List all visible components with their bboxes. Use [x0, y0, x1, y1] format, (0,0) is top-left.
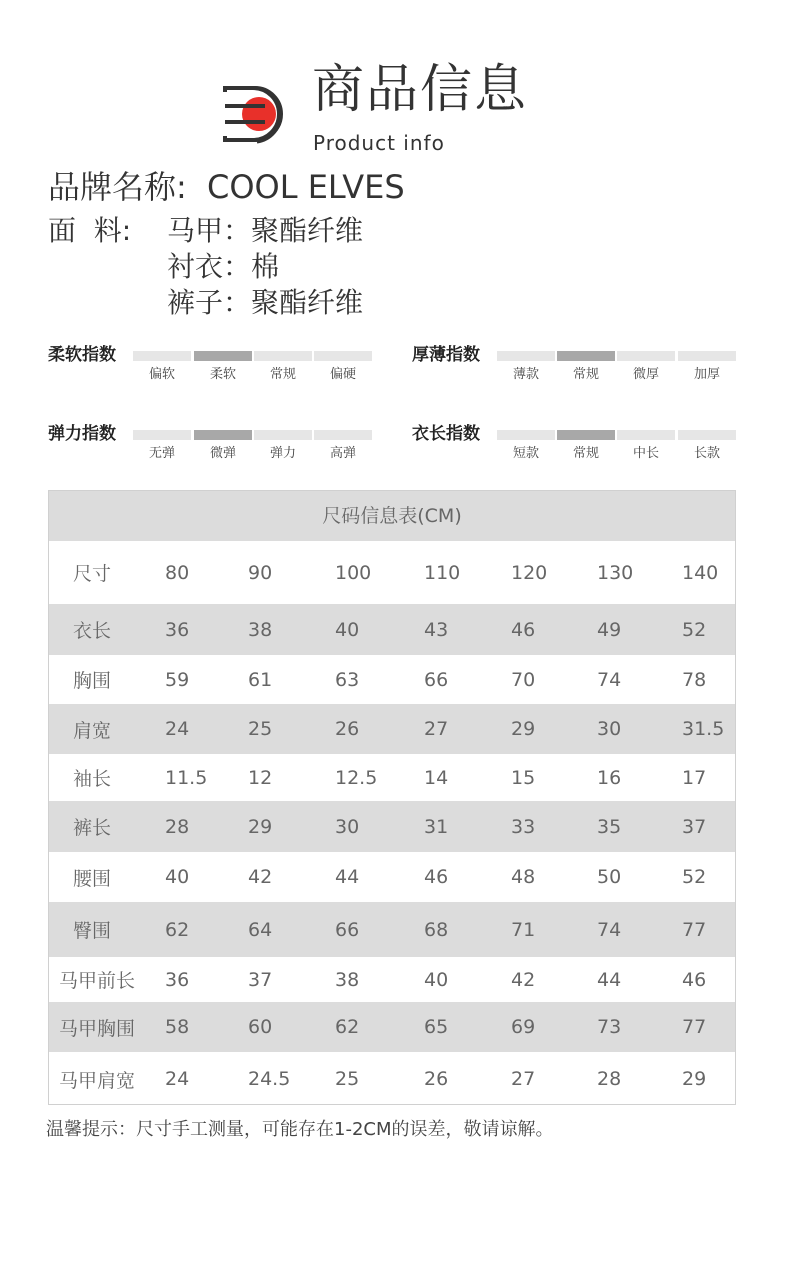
- table-row: [49, 541, 735, 604]
- fabric-shirt: 衬衣：棉: [167, 250, 280, 283]
- table-cell: 48: [511, 866, 536, 888]
- table-cell: 44: [335, 866, 360, 888]
- table-cell: 40: [335, 618, 360, 641]
- brand-value: COOL ELVES: [206, 168, 405, 206]
- thickness-seg-0: [497, 351, 555, 361]
- row-label: 袖长: [72, 768, 111, 790]
- table-cell: 66: [335, 918, 360, 941]
- table-cell: 40: [424, 968, 449, 991]
- elasticity-seg-0: [133, 430, 191, 440]
- table-row: [49, 957, 735, 1002]
- table-cell: 29: [511, 718, 536, 740]
- table-cell: 35: [597, 815, 622, 838]
- fabric-label: 面 料:: [48, 214, 132, 247]
- thickness-index: [412, 343, 742, 393]
- thickness-seg-2: [617, 351, 675, 361]
- table-cell: 120: [511, 561, 548, 584]
- table-cell: 31.5: [682, 718, 725, 740]
- table-cell: 42: [248, 866, 273, 888]
- table-cell: 110: [424, 561, 461, 584]
- length-seg-0: [497, 430, 555, 440]
- table-cell: 40: [165, 866, 190, 888]
- length-option: 长款: [693, 446, 720, 461]
- size-table-title: 尺码信息表(CM): [49, 491, 735, 541]
- softness-index-label: 柔软指数: [48, 345, 116, 365]
- bracket-e-logo-icon: [221, 84, 287, 146]
- elasticity-seg-1-selected: [194, 430, 252, 440]
- thickness-option: 微厚: [632, 367, 659, 382]
- table-cell: 61: [248, 668, 273, 691]
- row-label: 衣长: [72, 620, 111, 642]
- softness-option: 柔软: [209, 367, 236, 382]
- table-cell: 62: [335, 1016, 360, 1038]
- table-cell: 36: [165, 968, 190, 991]
- row-label: 腰围: [72, 867, 111, 890]
- softness-option: 偏硬: [329, 367, 356, 382]
- table-cell: 24.5: [248, 1068, 291, 1090]
- table-cell: 31: [424, 815, 449, 838]
- table-cell: 17: [682, 766, 707, 789]
- softness-index: [48, 343, 378, 393]
- length-seg-1-selected: [557, 430, 615, 440]
- table-cell: 78: [682, 668, 707, 691]
- length-index-label: 衣长指数: [412, 424, 480, 444]
- table-cell: 33: [511, 815, 536, 838]
- table-cell: 24: [165, 1068, 190, 1090]
- table-cell: 42: [511, 968, 536, 991]
- row-label: 胸围: [72, 670, 111, 692]
- table-cell: 69: [511, 1016, 536, 1038]
- page-title: 商品信息: [312, 60, 529, 120]
- length-index: [412, 422, 742, 472]
- thickness-option: 薄款: [512, 367, 539, 382]
- table-cell: 12: [248, 766, 273, 789]
- thickness-option: 常规: [572, 367, 599, 382]
- table-cell: 30: [597, 718, 622, 740]
- row-label: 马甲肩宽: [59, 1069, 136, 1092]
- table-row: [49, 754, 735, 801]
- table-row: [49, 852, 735, 902]
- table-cell: 50: [597, 866, 622, 888]
- table-cell: 59: [165, 668, 190, 691]
- elasticity-option: 高弹: [329, 446, 356, 461]
- page-subtitle: Product info: [313, 131, 445, 155]
- brand-name-row: [48, 167, 405, 207]
- row-label: 裤长: [72, 817, 111, 839]
- length-seg-2: [617, 430, 675, 440]
- thickness-seg-1-selected: [557, 351, 615, 361]
- elasticity-option: 微弹: [209, 446, 236, 461]
- table-cell: 130: [597, 561, 634, 584]
- table-row: [49, 1002, 735, 1052]
- table-row: [49, 801, 735, 852]
- table-cell: 52: [682, 866, 707, 888]
- table-cell: 70: [511, 668, 536, 691]
- table-cell: 28: [165, 815, 190, 838]
- table-cell: 16: [597, 766, 622, 789]
- table-cell: 15: [511, 766, 536, 789]
- table-cell: 11.5: [165, 766, 208, 789]
- table-cell: 37: [682, 815, 707, 838]
- softness-seg-0: [133, 351, 191, 361]
- product-info-header: [0, 0, 790, 165]
- table-cell: 74: [597, 918, 622, 941]
- row-label: 肩宽: [72, 719, 111, 742]
- length-option: 中长: [632, 446, 659, 461]
- table-row: [49, 604, 735, 655]
- table-cell: 38: [335, 968, 360, 991]
- table-cell: 62: [165, 918, 190, 941]
- length-option: 短款: [512, 446, 539, 461]
- table-cell: 25: [248, 718, 273, 740]
- table-cell: 71: [511, 918, 536, 941]
- elasticity-option: 无弹: [148, 446, 175, 461]
- table-cell: 68: [424, 918, 449, 941]
- table-cell: 37: [248, 968, 273, 991]
- table-cell: 36: [165, 618, 190, 641]
- table-cell: 90: [248, 561, 273, 584]
- elasticity-seg-2: [254, 430, 312, 440]
- elasticity-option: 弹力: [269, 446, 296, 461]
- table-cell: 60: [248, 1016, 273, 1038]
- table-cell: 74: [597, 668, 622, 691]
- row-label: 臀围: [72, 920, 111, 942]
- table-cell: 24: [165, 718, 190, 740]
- brand-label: 品牌名称:: [48, 168, 187, 206]
- table-cell: 52: [682, 618, 707, 641]
- table-cell: 77: [682, 1016, 707, 1038]
- softness-seg-2: [254, 351, 312, 361]
- length-seg-3: [678, 430, 736, 440]
- table-row: [49, 902, 735, 957]
- measurement-note: 温馨提示：尺寸手工测量，可能存在1-2CM的误差，敬请谅解。: [46, 1119, 554, 1140]
- table-cell: 49: [597, 618, 622, 641]
- fabric-pants: 裤子：聚酯纤维: [167, 286, 364, 319]
- table-cell: 46: [682, 968, 707, 991]
- table-cell: 65: [424, 1016, 449, 1038]
- row-label: 尺寸: [72, 563, 111, 585]
- elasticity-index-label: 弹力指数: [48, 424, 116, 444]
- elasticity-seg-3: [314, 430, 372, 440]
- row-label: 马甲前长: [59, 970, 136, 992]
- softness-option: 常规: [269, 367, 296, 382]
- table-cell: 12.5: [335, 766, 378, 789]
- table-cell: 46: [511, 618, 536, 641]
- size-table: [48, 490, 736, 1105]
- table-row: [49, 655, 735, 704]
- table-cell: 58: [165, 1016, 190, 1038]
- table-row: [49, 704, 735, 754]
- table-cell: 25: [335, 1068, 360, 1090]
- table-cell: 29: [248, 815, 273, 838]
- softness-seg-1-selected: [194, 351, 252, 361]
- softness-option: 偏软: [148, 367, 175, 382]
- length-option: 常规: [572, 446, 599, 461]
- thickness-option: 加厚: [693, 367, 720, 382]
- fabric-vest: 马甲：聚酯纤维: [167, 214, 364, 247]
- table-cell: 26: [335, 718, 360, 740]
- table-cell: 77: [682, 918, 707, 941]
- thickness-index-label: 厚薄指数: [412, 345, 480, 365]
- table-cell: 27: [424, 718, 449, 740]
- table-cell: 140: [682, 561, 719, 584]
- softness-seg-3: [314, 351, 372, 361]
- table-cell: 29: [682, 1068, 707, 1090]
- elasticity-index: [48, 422, 378, 472]
- table-cell: 46: [424, 866, 449, 888]
- table-cell: 26: [424, 1068, 449, 1090]
- table-cell: 43: [424, 618, 449, 641]
- table-cell: 63: [335, 668, 360, 691]
- table-cell: 73: [597, 1016, 622, 1038]
- table-cell: 14: [424, 766, 449, 789]
- table-cell: 28: [597, 1068, 622, 1090]
- thickness-seg-3: [678, 351, 736, 361]
- table-cell: 44: [597, 968, 622, 991]
- table-cell: 27: [511, 1068, 536, 1090]
- table-cell: 38: [248, 618, 273, 641]
- table-cell: 66: [424, 668, 449, 691]
- table-cell: 64: [248, 918, 273, 941]
- row-label: 马甲胸围: [59, 1017, 136, 1040]
- table-cell: 30: [335, 815, 360, 838]
- table-row: [49, 1052, 735, 1106]
- table-cell: 80: [165, 561, 190, 584]
- table-cell: 100: [335, 561, 372, 584]
